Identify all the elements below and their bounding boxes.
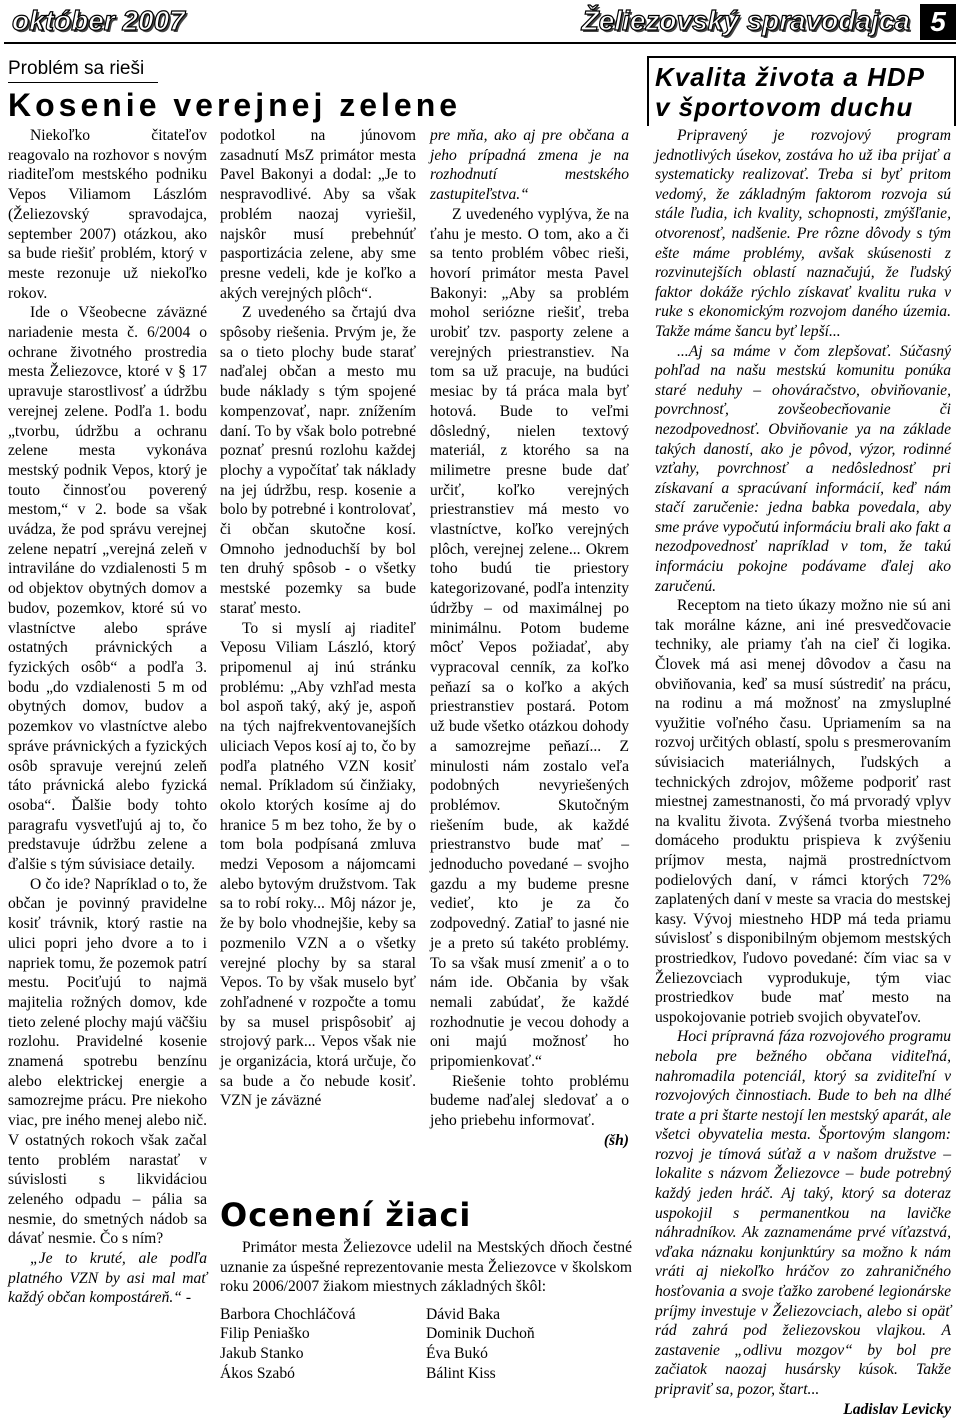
list-item: Jakub Stanko [220,1344,304,1362]
page-number: 5 [920,4,956,40]
award-box [220,1196,632,1402]
names-left-list [220,1305,426,1383]
sidebar-signature: Ladislav Levicky [843,1400,951,1418]
article-paragraph: podotkol na júnovom zasadnutí MsZ primátor mesta Pavel Bakonyi a dodal: „Je to nespravodlivé. Aby sa však problém naozaj vyriešil, najskôr musí prebehnúť pasportizácia zelene, aby sme presne vedeli, kde je koľko a akých verejných plôch“. [220,127,416,302]
publication-name: Želiezovský spravodajca [581,5,910,36]
article-signature: (šh) [603,1131,629,1149]
article-title: Kosenie verejnej zelene [8,87,462,123]
sidebar-title [655,62,951,122]
masthead [4,4,956,40]
sidebar-paragraph: Receptom na tieto úkazy možno nie sú ani tak morálne kázne, ani iné presvedčovacie techniky, ale priamy ťah na cieľ či logika. Človek má asi menej dôvodov a času na obviňovania, keď sa musí sústrediť na prácu, na rodinu a má možnosť na zmysluplné využitie voľného času. Upriamením sa na rozvoj určitých oblastí, spolu s presmerovaním súvisiacich materiálnych, ľudských a technických zdrojov, môžeme podporiť rast miestnej zamestnanosti, čo má prvoradý vplyv na kvalitu života. Zvýšená tvorba miestneho domáceho produktu prispieva k zvýšeniu príjmov mesta, najmä prostredníctvom podielových daní, v rámci ktorých 72% zaplatených daní v meste sa vracia do mestskej kasy. Vývoj miestneho HDP má teda priamu súvislosť s disponibilným objemom mestských prostriedkov, ľudovo povedané: čím viac sa v Želiezovciach vyprodukuje, tým viac prostriedkov bude mať mesto na uspokojovanie potrieb svojich obyvateľov. [655,597,951,1026]
article-paragraph: Riešenie tohto problému budeme naďalej sledovať a o jeho priebehu informovať. [430,1072,629,1130]
award-paragraph: Primátor mesta Želiezovce udelil na Mestských dňoch čestné uznanie za úspešné reprezentovanie mesta Želiezovce v školskom roku 2006/2007 žiakom miestnych základných škôl: [220,1239,632,1296]
article-paragraph: „Je to kruté, ale podľa platného VZN by asi mal mať každý občan kompostáreň.“ - [8,1250,207,1307]
list-item: Barbora Chochláčová [220,1305,356,1323]
article-paragraph: Z uvedeného vyplýva, že na ťahu je mesto. O tom, ako a či sa tento problém vôbec rieši, hovorí primátor mesta Pavel Bakonyi: „Aby sa problém mohol seriózne riešiť, treba urobiť tzv. pasporty zelene a verejných priestranstiev. Na tom sa už pracuje, na budúci mesiac by tá práca mala byť hotová. Bude to veľmi dôsledný, nielen textový materiál, z ktorého sa na milimetre presne bude dať určiť, koľko verejných priestranstiev má mesto vo vlastníctve, koľko verejných plôch, verejnej zelene... Okrem toho budú tie priestory kategorizované, podľa intenzity údržby – od maximálnej po minimálnu. Potom budeme môcť Vepos požiadať, aby vypracoval cenník, za koľko peňazí sa o koľko a akých priestranstiev postará. Potom už bude všetko otázkou dohody a samozrejme peňazí... Z minulosti nám zostalo veľa podobných nevyriešených problémov. Skutočným riešením bude, ak každé priestranstvo bude mať – jednoducho povedané – svojho gazdu a my budeme presne vedieť, kto je za čo zodpovedný. Zatiaľ to jasné nie je a preto sú takéto problémy. To sa však musí zmeniť a o to nám ide. Občania by však nemali zabúdať, že každé rozhodnutie je vecou dohody a oni majú možnosť ho pripomienkovať.“ [430,205,629,1071]
list-item: Dominik Duchoň [426,1325,535,1343]
award-title: Ocenení žiaci [220,1196,472,1234]
list-item: Ákos Szabó [220,1364,295,1382]
sidebar-title-line1: Kvalita života a HDP [655,62,925,92]
sidebar-title-line2: v športovom duchu [655,92,914,122]
issue-date: október 2007 [12,5,185,36]
sidebar-paragraph: Pripravený je rozvojový program jednotlivých úsekov, zostáva ho už iba prijať a systematicky realizovať. Treba si byť pritom vedomý, že základným faktorom rozvoja sú stále ľudia, ich kvality, schopnosti, zmýšľanie, otvorenosť, nadšenie. Pre rôzne dôvody s tým ešte máme problémy, avšak skúsenosti z rozvinutejších oblastí naznačujú, že ľudský faktor dokáže rýchlo získavať kvalitu ruka v ruke s ekonomickým rozvojom daného územia. Takže máme šancu byť lepší... [655,127,951,340]
masthead-rule [4,42,956,44]
sidebar-article [647,56,956,1418]
article-paragraph: Niekoľko čitateľov reagovalo na rozhovor s novým riaditeľom mestského podniku Vepos Viliamom Lászlóm (Želiezovský spravodajca, september 2007) otázkou, ako sa bude riešiť problém, ktorý v meste rezonuje už niekoľko rokov. [8,127,207,302]
list-item: Dávid Baka [426,1305,501,1323]
sidebar-paragraph: ...Aj sa máme v čom zlepšovať. Súčasný pohľad na našu mestskú komunitu ponúka staré neduhy – ohováračstvo, obviňovanie, povrchnosť, zovšeobecňovanie či nezodpovednosť. Obviňovanie ya na základe takých daností, ako je pôvod, výzor, rodinné vzťahy, povrchnosť a nedôslednosť pri získavaní a spracúvaní informácií, keď nám stačí zaručenie: jedna babka povedala, aby sme práve vypočutú informáciu brali ako fakt a nezodpovednosť napríklad v tom, že takú informáciu pokojne podávame ďalej ako zaručenú. [655,342,951,595]
sidebar-body [655,126,951,1418]
article-paragraph: pre mňa, ako aj pre občana a jeho prípadná zmena je na rozhodnutí mestského zastupiteľstva.“ [430,127,629,204]
award-names [220,1305,632,1383]
award-text [220,1238,632,1297]
sidebar-paragraph: Hoci prípravná fáza rozvojového programu nebola pre bežného občana viditeľná, nahromadila potenciál, ktorý sa zviditeľní v rozvojových činnostiach. Bude to beh na dlhé trate a pri štarte nestojí len mestský aparát, ale všetci obyvatelia mesta. Športovým slangom: rozvoj je tímová súťaž a v našom družstve – lokalite s názvom Želiezovce – bude potrebný každý jeden hráč. Aj taký, ktorý sa doteraz uspokojil s permanentkou na lavičke náhradníkov. Ak zaznamenáme prvé víťazstvá, vďaka náznaku konjunktúry sa možno k nám vráti aj niekoľko hráčov zo zahraničného hosťovania a svoje ťažko zarobené legionárske príjmy investuje v Želiezovciach, alebo si opäť rád zahrá pod želiezovskou vlajkou. A zastavenie „odlivu mozgov“ by bol pre začiatok naozaj husársky kúsok. Takže pripraviť sa, pozor, štart... [655,1028,951,1398]
list-item: Filip Peniaško [220,1325,310,1343]
article-column-2 [220,126,416,1188]
article-paragraph: Z uvedeného sa črtajú dva spôsoby riešenia. Prvým je, že sa o tieto plochy bude starať naďalej občan a mesto mu bude náklady s tým spojené kompenzovať, napr. znížením daní. To by však bolo potrebné poznať presnú rozlohu každej plochy a vypočítať tak náklady na jej údržbu, resp. kosenie a bolo by potrebné i kontrolovať, či občan skutočne kosí. Omnoho jednoduchší by bol ten druhý spôsob - o všetky mestské pozemky sa bude starať mesto. [220,304,416,617]
article-column-1 [8,126,207,1401]
list-item: Bálint Kiss [426,1364,496,1382]
list-item: Éva Bukó [426,1344,488,1362]
names-right-list [426,1305,632,1383]
article-paragraph: O čo ide? Napríklad o to, že občan je povinný pravidelne kosiť trávnik, ktorý rastie na ulici popri jeho dvore a to i napriek tomu, že pozemok patrí mestu. Pociťujú to najmä majitelia rožných domov, kde tieto zelené plochy majú väčšiu rozlohu. Pravidelné kosenie znamená spotrebu benzínu alebo elektrickej energie a samozrejme prácu. Pre niekoho viac, pre iného menej alebo nič. V ostatných rokoch však začal tento problém narastať v súvislosti s likvidáciou zeleného odpadu – pália sa nesmie, do smetných nádob sa dávať nesmie. Čo s ním? [8,875,207,1248]
article-paragraph: Ide o Všeobecne záväzné nariadenie mesta č. 6/2004 o ochrane životného prostredia mesta Želiezovce, ktoré v § 17 upravuje starostlivosť a údržbu verejnej zelene. Podľa 1. bodu „tvorbu, údržbu a ochranu zelene mesta vykonáva mestský podnik Vepos, ktorý je touto činnosťou poverený mestom,“ v 2. bode sa však uvádza, že pod správu verejnej zelene nepatrí „verejná zeleň v intraviláne do vzdialenosti 5 m od objektov obytných domov a budov, pozemkov, ktoré sú vo vlastníctve alebo správe ostatných právnických a fyzických osôb“ a podľa 3. bodu „do vzdialenosti 5 m od obytných domov, budov a pozemkov vo vlastníctve alebo správe právnických a fyzických osôb spravuje verejnú zeleň táto právnická alebo fyzická osoba“. Ďalšie body tohto paragrafu vysvetľujú aj to, čo predstavuje údržbu zelene a ďalšie s tým súvisiace detaily. [8,304,207,874]
article-column-3 [430,126,629,1188]
article-kicker: Problém sa rieši [8,58,145,79]
kicker-underline [8,82,158,83]
article-paragraph: To si myslí aj riaditeľ Veposu Viliam László, ktorý pripomenul aj inú stránku problému: „Aby vzhľad mesta bol aspoň taký, aký je, aspoň na tých najfrekventovanejších uliciach Vepos kosí aj to, čo by podľa platného VZN kosiť nemal. Príkladom sú činžiaky, okolo ktorých kosíme aj do hranice 5 m bez toho, že by o tom bola podpísaná zmluva medzi Veposom a nájomcami alebo bytovým družstvom. Tak sa to robí roky... Môj názor je, že by bolo vhodnejšie, keby sa pozmenilo VZN a o všetky verejné plochy by sa staral Vepos. To by však muselo byť zohľadnené v rozpočte a tomu by sa musel prispôsobiť aj strojový park... Vepos však nie je organizácia, ktorá určuje, čo sa bude a čo nebude kosiť. VZN je záväzné [220,619,416,1110]
